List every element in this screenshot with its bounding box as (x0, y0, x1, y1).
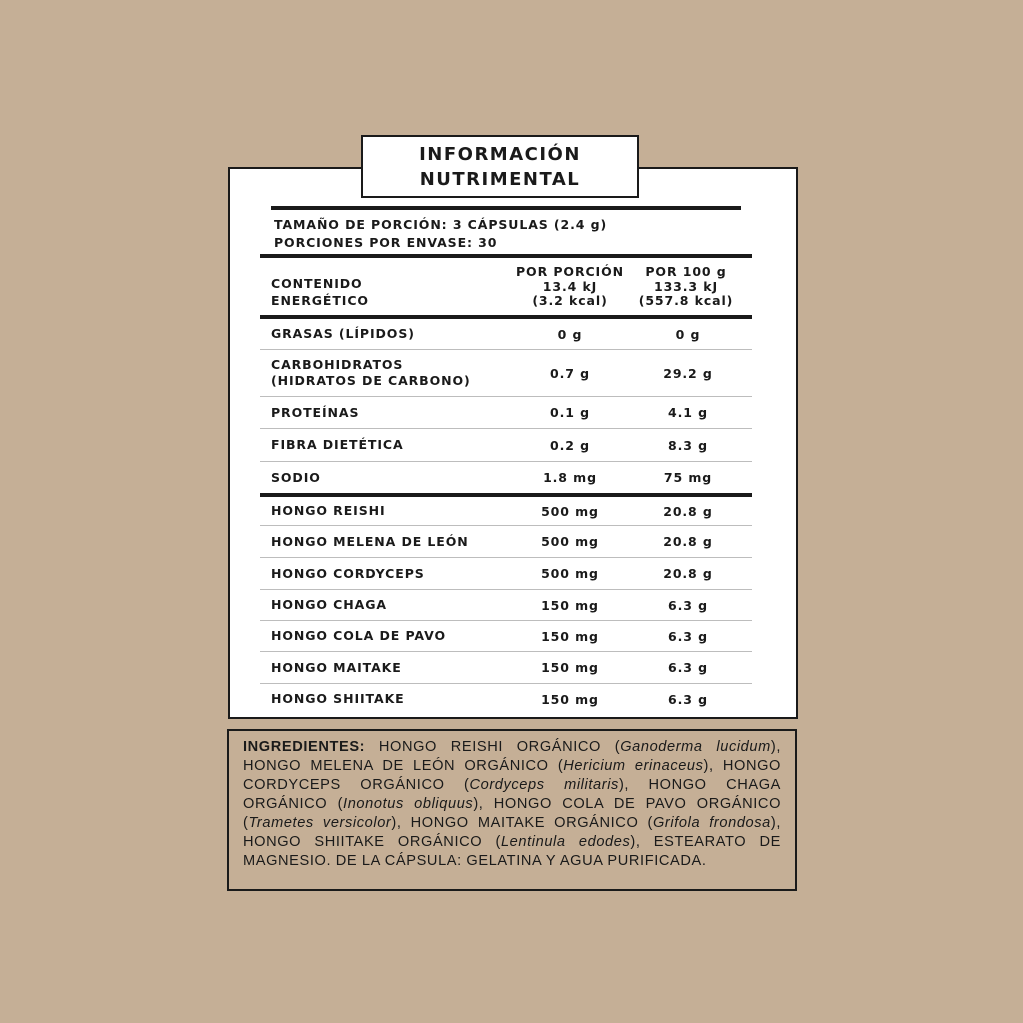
nutrient-row (260, 429, 752, 462)
mushroom-row (260, 621, 752, 652)
mushroom-per-100g: 6.3 g (668, 660, 708, 675)
mushroom-name: HONGO REISHI (271, 503, 386, 518)
mushroom-per-serving: 500 mg (541, 566, 599, 581)
mushroom-per-100g: 20.8 g (663, 503, 713, 519)
serving-size: TAMAÑO DE PORCIÓN: 3 CÁPSULAS (2.4 g) (274, 217, 608, 232)
ingredients-species: Lentinula edodes (500, 834, 631, 850)
nutrient-row (260, 319, 752, 350)
nutrition-title-box (361, 135, 639, 198)
mushroom-name: HONGO MAITAKE (271, 659, 402, 675)
mushroom-per-100g: 20.8 g (663, 566, 713, 581)
top-rule (271, 206, 741, 210)
mushroom-name: HONGO CHAGA (271, 597, 387, 612)
nutrient-per-serving: 0.2 g (550, 437, 590, 453)
title-line-1: INFORMACIÓN (419, 143, 581, 165)
ingredients-species: Inonotus obliquus (343, 796, 474, 812)
serving-info (274, 216, 607, 252)
nutrient-per-100g: 0 g (675, 326, 701, 342)
mushroom-name: HONGO SHIITAKE (271, 691, 405, 706)
mushroom-per-100g: 20.8 g (663, 534, 713, 549)
nutrient-per-100g: 8.3 g (668, 437, 708, 453)
mushroom-per-serving: 150 mg (541, 628, 599, 644)
nutrient-row (260, 350, 752, 397)
mushroom-row (260, 526, 752, 558)
servings-per-container: PORCIONES POR ENVASE: 30 (274, 235, 498, 250)
nutrient-name-line-1: CARBOHIDRATOS (271, 357, 404, 372)
nutrient-per-100g: 4.1 g (668, 405, 708, 420)
ingredients-segment: HONGO REISHI ORGÁNICO ( (365, 739, 621, 755)
ingredients-species: Grifola frondosa (652, 815, 771, 831)
ingredients-segment: ), HONGO MAITAKE ORGÁNICO ( (391, 815, 653, 831)
mushroom-per-serving: 150 mg (541, 660, 599, 675)
energy-label-line-1: CONTENIDO (271, 276, 363, 291)
per-serving-kcal: (3.2 kcal) (532, 293, 608, 308)
per-serving-kj: 13.4 kJ (542, 279, 598, 294)
nutrient-per-serving: 0.7 g (550, 365, 590, 381)
mushroom-per-100g: 6.3 g (668, 628, 708, 644)
nutrient-row (260, 462, 752, 493)
mushroom-row (260, 652, 752, 684)
nutrient-name: PROTEÍNAS (271, 404, 360, 420)
per-serving-header (510, 264, 630, 308)
per-100g-title: POR 100 g (645, 264, 727, 279)
energy-label-line-2: ENERGÉTICO (271, 293, 369, 308)
mushroom-per-100g: 6.3 g (668, 597, 708, 613)
ingredients-box (227, 729, 797, 891)
per-serving-title: POR PORCIÓN (516, 264, 624, 279)
nutrient-name-line-2: (HIDRATOS DE CARBONO) (271, 373, 471, 388)
nutrient-name: SODIO (271, 469, 321, 485)
ingredients-label: INGREDIENTES: (243, 739, 366, 755)
nutrient-name (271, 357, 471, 389)
mushroom-per-serving: 150 mg (541, 691, 599, 707)
mushroom-row (260, 558, 752, 590)
title-line-2: NUTRIMENTAL (419, 168, 581, 190)
nutrient-per-serving: 0.1 g (550, 405, 590, 420)
per-100g-kcal: (557.8 kcal) (638, 293, 734, 308)
ingredients-segment: ), HONGO SHIITAKE ORGÁNICO ( (243, 815, 781, 850)
mushroom-row (260, 590, 752, 621)
header-rule (260, 254, 752, 258)
per-100g-kj: 133.3 kJ (653, 279, 719, 294)
energy-label (271, 275, 369, 309)
ingredients-species: Cordyceps militaris (469, 777, 619, 793)
mushroom-name: HONGO MELENA DE LEÓN (271, 533, 469, 549)
nutrient-row (260, 397, 752, 429)
ingredients-segment: ), HONGO MELENA DE LEÓN ORGÁNICO ( (243, 739, 781, 774)
nutrient-name: FIBRA DIETÉTICA (271, 437, 404, 452)
ingredients-segment: ), HONGO COLA DE PAVO ORGÁNICO ( (243, 796, 782, 831)
mushroom-row (260, 497, 752, 526)
ingredients-segment: ), HONGO CHAGA ORGÁNICO ( (243, 777, 781, 812)
ingredients-text (243, 739, 781, 869)
nutrient-per-serving: 1.8 mg (543, 470, 597, 485)
ingredients-segment: ), ESTEARATO DE MAGNESIO. DE LA CÁPSULA: GELATINA Y AGUA PURIFICADA. (243, 834, 781, 869)
ingredients-species: Trametes versicolor (248, 815, 392, 831)
mushroom-name: HONGO CORDYCEPS (271, 565, 425, 581)
ingredients-species: Ganoderma lucidum (620, 739, 771, 755)
mushroom-row (260, 684, 752, 714)
per-100g-header (626, 264, 746, 308)
mushroom-per-100g: 6.3 g (668, 691, 708, 707)
nutrient-per-100g: 29.2 g (663, 365, 713, 381)
nutrient-per-100g: 75 mg (663, 470, 713, 485)
nutrient-name: GRASAS (LÍPIDOS) (271, 326, 415, 341)
ingredients-species: Hericium erinaceus (563, 758, 704, 774)
nutrient-per-serving: 0 g (557, 326, 583, 342)
mushroom-per-serving: 500 mg (541, 534, 599, 549)
mushroom-per-serving: 150 mg (541, 597, 599, 613)
ingredients-segment: ), HONGO CORDYCEPS ORGÁNICO ( (243, 758, 781, 793)
mushroom-name: HONGO COLA DE PAVO (271, 628, 446, 643)
mushroom-per-serving: 500 mg (541, 503, 599, 519)
